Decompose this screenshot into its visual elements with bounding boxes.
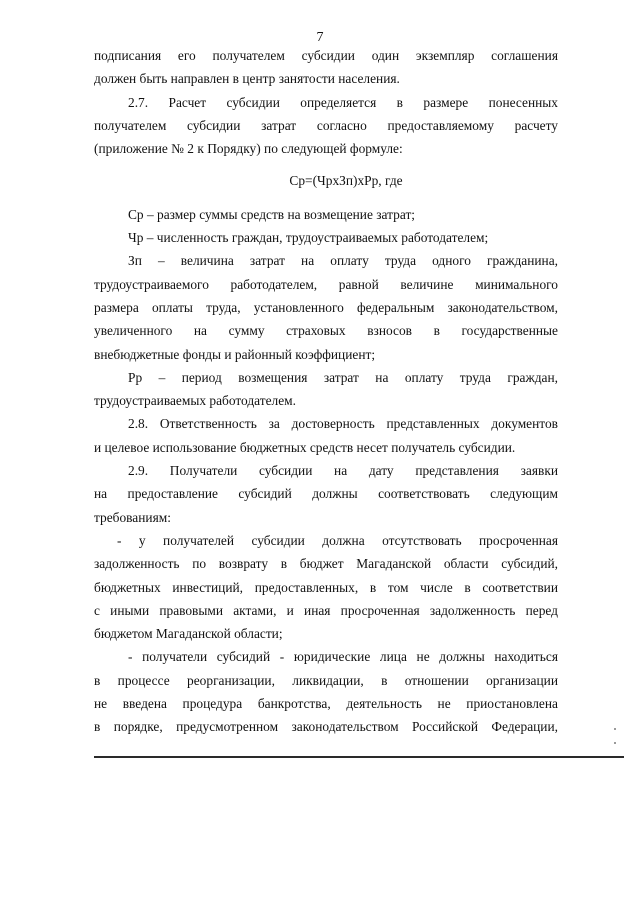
subsidy-formula: Ср=(ЧрхЗп)хРр, где <box>289 173 403 189</box>
document-body <box>94 44 558 739</box>
text-line: (приложение № 2 к Порядку) по следующей формуле: <box>94 141 403 157</box>
text-line: подписания его получателем субсидии один экземпляр соглашения <box>94 48 558 63</box>
clause-2-9-heading: 2.9. Получатели субсидии на дату представления заявки <box>128 463 558 479</box>
definition-chr: Чр – численность граждан, трудоустраиваемых работодателем; <box>128 230 489 246</box>
text-line: в порядке, предусмотренном законодательством Российской Федерации, <box>94 719 558 735</box>
text-line: размера оплаты труда, установленного федеральным законодательством, <box>94 299 558 315</box>
text-line: трудоустраиваемых работодателем. <box>94 393 296 409</box>
text-line: на предоставление субсидий должны соответствовать следующим <box>94 486 558 502</box>
scan-speck <box>614 742 616 744</box>
text-line: в процессе реорганизации, ликвидации, в отношении организации <box>94 672 558 688</box>
text-line: и целевое использование бюджетных средств несет получатель субсидии. <box>94 439 516 455</box>
definition-cp: Ср – размер суммы средств на возмещение затрат; <box>128 206 416 222</box>
text-line: бюджетом Магаданской области; <box>94 626 283 642</box>
clause-2-7-heading: 2.7. Расчет субсидии определяется в размере понесенных <box>128 94 558 110</box>
text-line: требованиям: <box>94 509 171 525</box>
requirement-item-1: - у получателей субсидии должна отсутствовать просроченная <box>117 532 558 548</box>
text-line: бюджетных инвестиций, предоставленных, в том числе в соответствии <box>94 579 558 595</box>
text-line: увеличенного на сумму страховых взносов в государственные <box>94 323 558 339</box>
text-line: задолженность по возврату в бюджет Магаданской области субсидий, <box>94 556 558 572</box>
scan-speck <box>614 728 616 730</box>
requirement-item-2: - получатели субсидий - юридические лица не должны находиться <box>128 649 558 665</box>
text-line: получателем субсидии затрат согласно предоставляемому расчету <box>94 117 558 133</box>
text-line: с иными правовыми актами, и иная просроченная задолженность перед <box>94 602 558 618</box>
text-line: не введена процедура банкротства, деятельность не приостановлена <box>94 696 558 712</box>
text-line: должен быть направлен в центр занятости населения. <box>94 71 400 87</box>
page-bottom-rule <box>94 756 624 758</box>
definition-zp: Зп – величина затрат на оплату труда одного гражданина, <box>128 253 558 269</box>
text-line: внебюджетные фонды и районный коэффициент; <box>94 346 376 362</box>
definition-rr: Рр – период возмещения затрат на оплату труда граждан, <box>128 369 558 385</box>
page-number: 7 <box>316 30 324 45</box>
clause-2-8-heading: 2.8. Ответственность за достоверность представленных документов <box>128 416 558 432</box>
text-line: трудоустраиваемого работодателем, равной величине минимального <box>94 276 558 292</box>
